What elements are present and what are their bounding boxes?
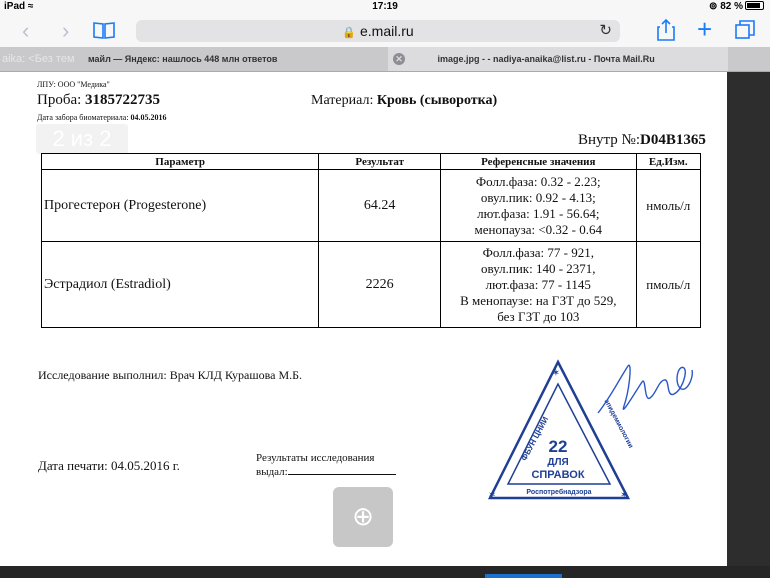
share-icon[interactable] bbox=[656, 18, 676, 46]
lpu-label: ЛПУ: ООО "Медика" bbox=[37, 80, 110, 89]
battery-indicator: ⊚ 82 % bbox=[709, 1, 764, 12]
stamp-star-icon: ✶ bbox=[488, 490, 497, 501]
issued-line2: выдал: bbox=[256, 465, 396, 479]
print-date: Дата печати: 04.05.2016 г. bbox=[38, 458, 180, 473]
stamp-left-arc: ФБУН ЦНИИ bbox=[519, 415, 551, 463]
tab-yandex[interactable]: майл — Яндекс: нашлось 448 млн ответов bbox=[88, 54, 278, 64]
tab-mail-partial[interactable]: aika: <Без тем bbox=[2, 53, 75, 65]
collection-date bbox=[37, 113, 167, 122]
stamp-star-icon: ✶ bbox=[620, 490, 629, 501]
bookmarks-icon[interactable] bbox=[92, 20, 116, 44]
internal-value: D04B1365 bbox=[640, 132, 706, 148]
reference-line: В менопаузе: на ГЗТ до 529, bbox=[460, 292, 617, 308]
internal-label: Внутр №: bbox=[578, 132, 640, 148]
viewer-bottom-bar bbox=[0, 566, 770, 578]
status-bar bbox=[0, 0, 770, 15]
material-label: Материал: bbox=[311, 93, 374, 108]
collection-date-value: 04.05.2016 bbox=[130, 113, 167, 122]
reference-cell bbox=[441, 170, 636, 242]
tabs-overview-icon[interactable] bbox=[734, 19, 756, 45]
viewer-side-panel bbox=[727, 72, 770, 566]
table-row bbox=[42, 170, 701, 242]
tab-strip bbox=[0, 47, 770, 72]
back-icon[interactable]: ‹ bbox=[22, 18, 30, 43]
address-bar[interactable] bbox=[136, 20, 620, 42]
result-cell: 64.24 bbox=[319, 170, 441, 242]
url-text: e.mail.ru bbox=[360, 23, 414, 39]
header-result: Результат bbox=[319, 154, 441, 170]
forward-icon[interactable]: › bbox=[62, 18, 70, 43]
stamp-number: 22 bbox=[548, 437, 568, 456]
reload-icon[interactable]: ↻ bbox=[599, 22, 612, 39]
result-cell: 2226 bbox=[319, 242, 441, 328]
orientation-lock-icon: ⊚ bbox=[709, 1, 718, 12]
header-reference: Референсные значения bbox=[441, 154, 636, 170]
reference-line: овул.пик: 0.92 - 4.13; bbox=[480, 189, 596, 205]
reference-line: овул.пик: 140 - 2371, bbox=[481, 260, 596, 276]
wifi-icon: ≈ bbox=[27, 1, 34, 12]
browser-toolbar bbox=[0, 15, 770, 47]
param-cell: Прогестерон (Progesterone) bbox=[42, 170, 319, 242]
internal-number bbox=[578, 132, 706, 149]
material-line bbox=[311, 93, 497, 109]
unit-cell: пмоль/л bbox=[636, 242, 701, 328]
reference-line: менопауза: <0.32 - 0.64 bbox=[474, 221, 602, 237]
sample-number: 3185722735 bbox=[85, 92, 161, 108]
zoom-button[interactable] bbox=[333, 487, 393, 547]
param-cell: Эстрадиол (Estradiol) bbox=[42, 242, 319, 328]
sample-label: Проба: bbox=[37, 92, 82, 108]
battery-icon bbox=[745, 1, 764, 10]
reference-line: Фолл.фаза: 77 - 921, bbox=[482, 244, 594, 260]
reference-line: Фолл.фаза: 0.32 - 2.23; bbox=[475, 173, 601, 189]
reference-cell bbox=[441, 242, 636, 328]
material-value: Кровь (сыворотка) bbox=[376, 93, 498, 108]
stamp-line2: СПРАВОК bbox=[531, 469, 585, 481]
performed-by: Исследование выполнил: Врач КЛД Курашова М.Б. bbox=[38, 368, 303, 382]
lock-icon: 🔒 bbox=[342, 27, 356, 39]
sample-line bbox=[37, 92, 160, 109]
scroll-indicator bbox=[485, 574, 562, 578]
table-header-row bbox=[42, 154, 701, 170]
unit-cell: нмоль/л bbox=[636, 170, 701, 242]
stamp-star-icon: ✶ bbox=[551, 368, 561, 379]
issued-line1: Результаты исследования bbox=[256, 452, 375, 464]
signature bbox=[590, 358, 700, 428]
reference-line: без ГЗТ до 103 bbox=[497, 308, 580, 324]
issued-block bbox=[256, 451, 396, 479]
page-indicator: 2 из 2 bbox=[36, 124, 128, 154]
reference-line: лют.фаза: 1.91 - 56.64; bbox=[477, 205, 600, 221]
document-page bbox=[0, 72, 727, 566]
tab-label: image.jpg - - nadiya-anaika@list.ru - Почта Mail.Ru bbox=[437, 54, 655, 64]
stamp-org: Роспотребнадзора bbox=[526, 489, 592, 496]
clock: 17:19 bbox=[372, 1, 398, 12]
reference-line: лют.фаза: 77 - 1145 bbox=[485, 276, 591, 292]
new-tab-icon[interactable]: + bbox=[697, 14, 713, 44]
zoom-in-icon: ⊕ bbox=[352, 502, 374, 532]
stamp-right-arc: эпидемиологии bbox=[602, 398, 635, 450]
header-param: Параметр bbox=[42, 154, 319, 170]
tab-image-active[interactable] bbox=[388, 47, 728, 71]
close-tab-icon[interactable]: ✕ bbox=[393, 53, 405, 65]
device-label: iPad ≈ bbox=[4, 1, 34, 12]
results-table bbox=[41, 153, 701, 328]
table-row bbox=[42, 242, 701, 328]
stamp-line1: ДЛЯ bbox=[547, 457, 569, 468]
header-unit: Ед.Изм. bbox=[636, 154, 701, 170]
collection-date-label: Дата забора биоматериала: bbox=[37, 113, 129, 122]
